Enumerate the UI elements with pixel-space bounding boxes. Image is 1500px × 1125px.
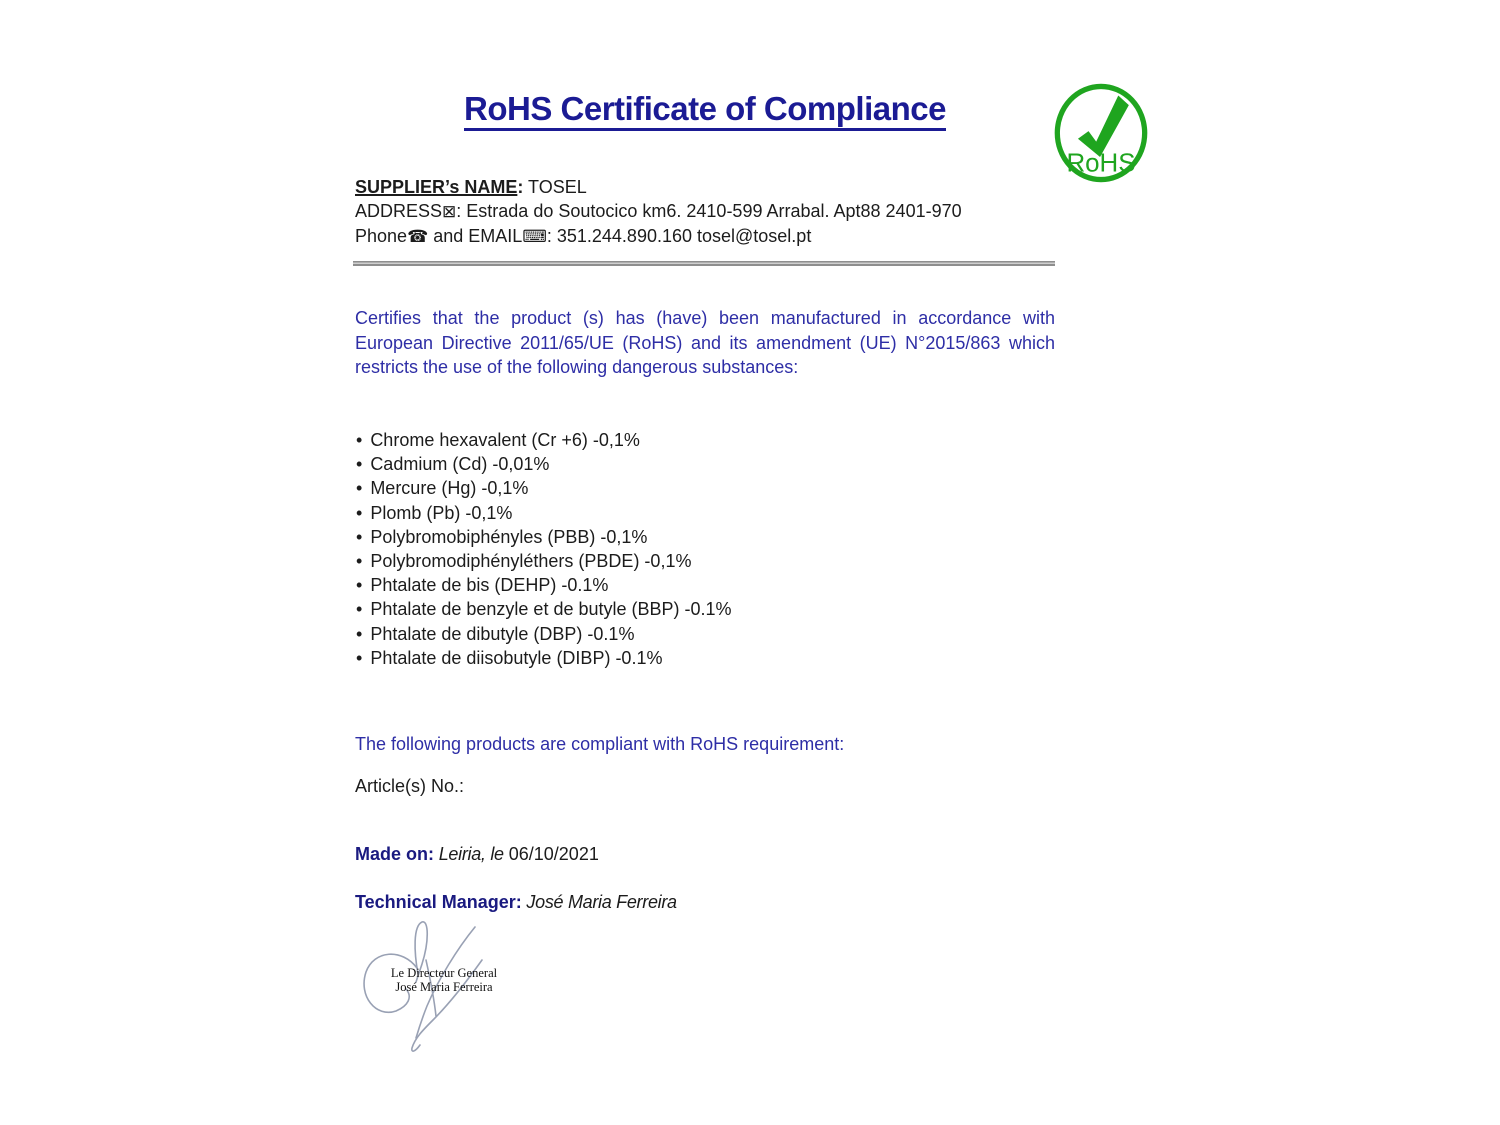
supplier-contact-line [355,224,1055,249]
computer-icon: ⌨ [522,227,547,246]
section-divider [353,261,1055,266]
supplier-address-line [355,199,1055,224]
substance-list [356,428,1056,670]
supplier-name-line [355,175,1055,199]
substance-item: • Phtalate de benzyle et de butyle (BBP) -0.1% [356,597,1056,621]
substance-item: • Phtalate de diisobutyle (DIBP) -0.1% [356,646,1056,670]
phone-label: Phone [355,226,408,246]
phone-icon: ☎ [407,227,429,246]
made-on-label: Made on: [355,844,434,864]
substance-item: • Cadmium (Cd) -0,01% [356,452,1056,476]
rohs-logo [1053,83,1149,183]
technical-manager-name: José Maria Ferreira [521,892,677,912]
substance-item: • Chrome hexavalent (Cr +6) -0,1% [356,428,1056,452]
substance-item: • Phtalate de dibutyle (DBP) -0.1% [356,622,1056,646]
substance-item: • Polybromodiphényléthers (PBDE) -0,1% [356,549,1056,573]
envelope-icon: ⊠ [442,202,457,221]
technical-manager-label: Technical Manager: [355,892,522,912]
supplier-name-value: TOSEL [523,177,587,197]
articles-label: Article(s) No.: [355,776,465,796]
supplier-block [355,175,1055,249]
made-on-date: 06/10/2021 [503,844,599,864]
page-title [355,90,1055,128]
supplier-name-label: SUPPLIER’s NAME [355,177,518,197]
address-label: ADDRESS [355,201,443,221]
substance-item: • Polybromobiphényles (PBB) -0,1% [356,525,1056,549]
checkmark-icon [1078,96,1129,157]
signature-name-line: José Maria Ferreira [395,980,493,994]
made-on-place: Leiria, le [434,844,504,864]
compliance-statement: The following products are compliant with RoHS requirement: [355,734,845,754]
technical-manager-line [355,892,1055,913]
made-on-line [355,844,1055,865]
signature-title-line: Le Directeur General [390,966,498,980]
rohs-logo-label: RoHS [1066,149,1136,178]
contact-value: : 351.244.890.160 tosel@tosel.pt [546,226,812,246]
page-title-text: RoHS Certificate of Compliance [464,90,946,131]
supplier-name-colon: : [517,177,524,197]
signature-text [386,966,502,994]
address-value: : Estrada do Soutocico km6. 2410-599 Arrabal. Apt88 2401-970 [456,201,962,221]
certification-paragraph: Certifies that the product (s) has (have) been manufactured in accordance with European Directive 2011/65/UE (RoHS) and its amendment (UE) N°2015/863 which restricts the use of the following dangerous substances: [355,308,1055,377]
substance-item: • Plomb (Pb) -0,1% [356,501,1056,525]
substance-item: • Mercure (Hg) -0,1% [356,476,1056,500]
and-email-label: and EMAIL [428,226,523,246]
substance-item: • Phtalate de bis (DEHP) -0.1% [356,573,1056,597]
